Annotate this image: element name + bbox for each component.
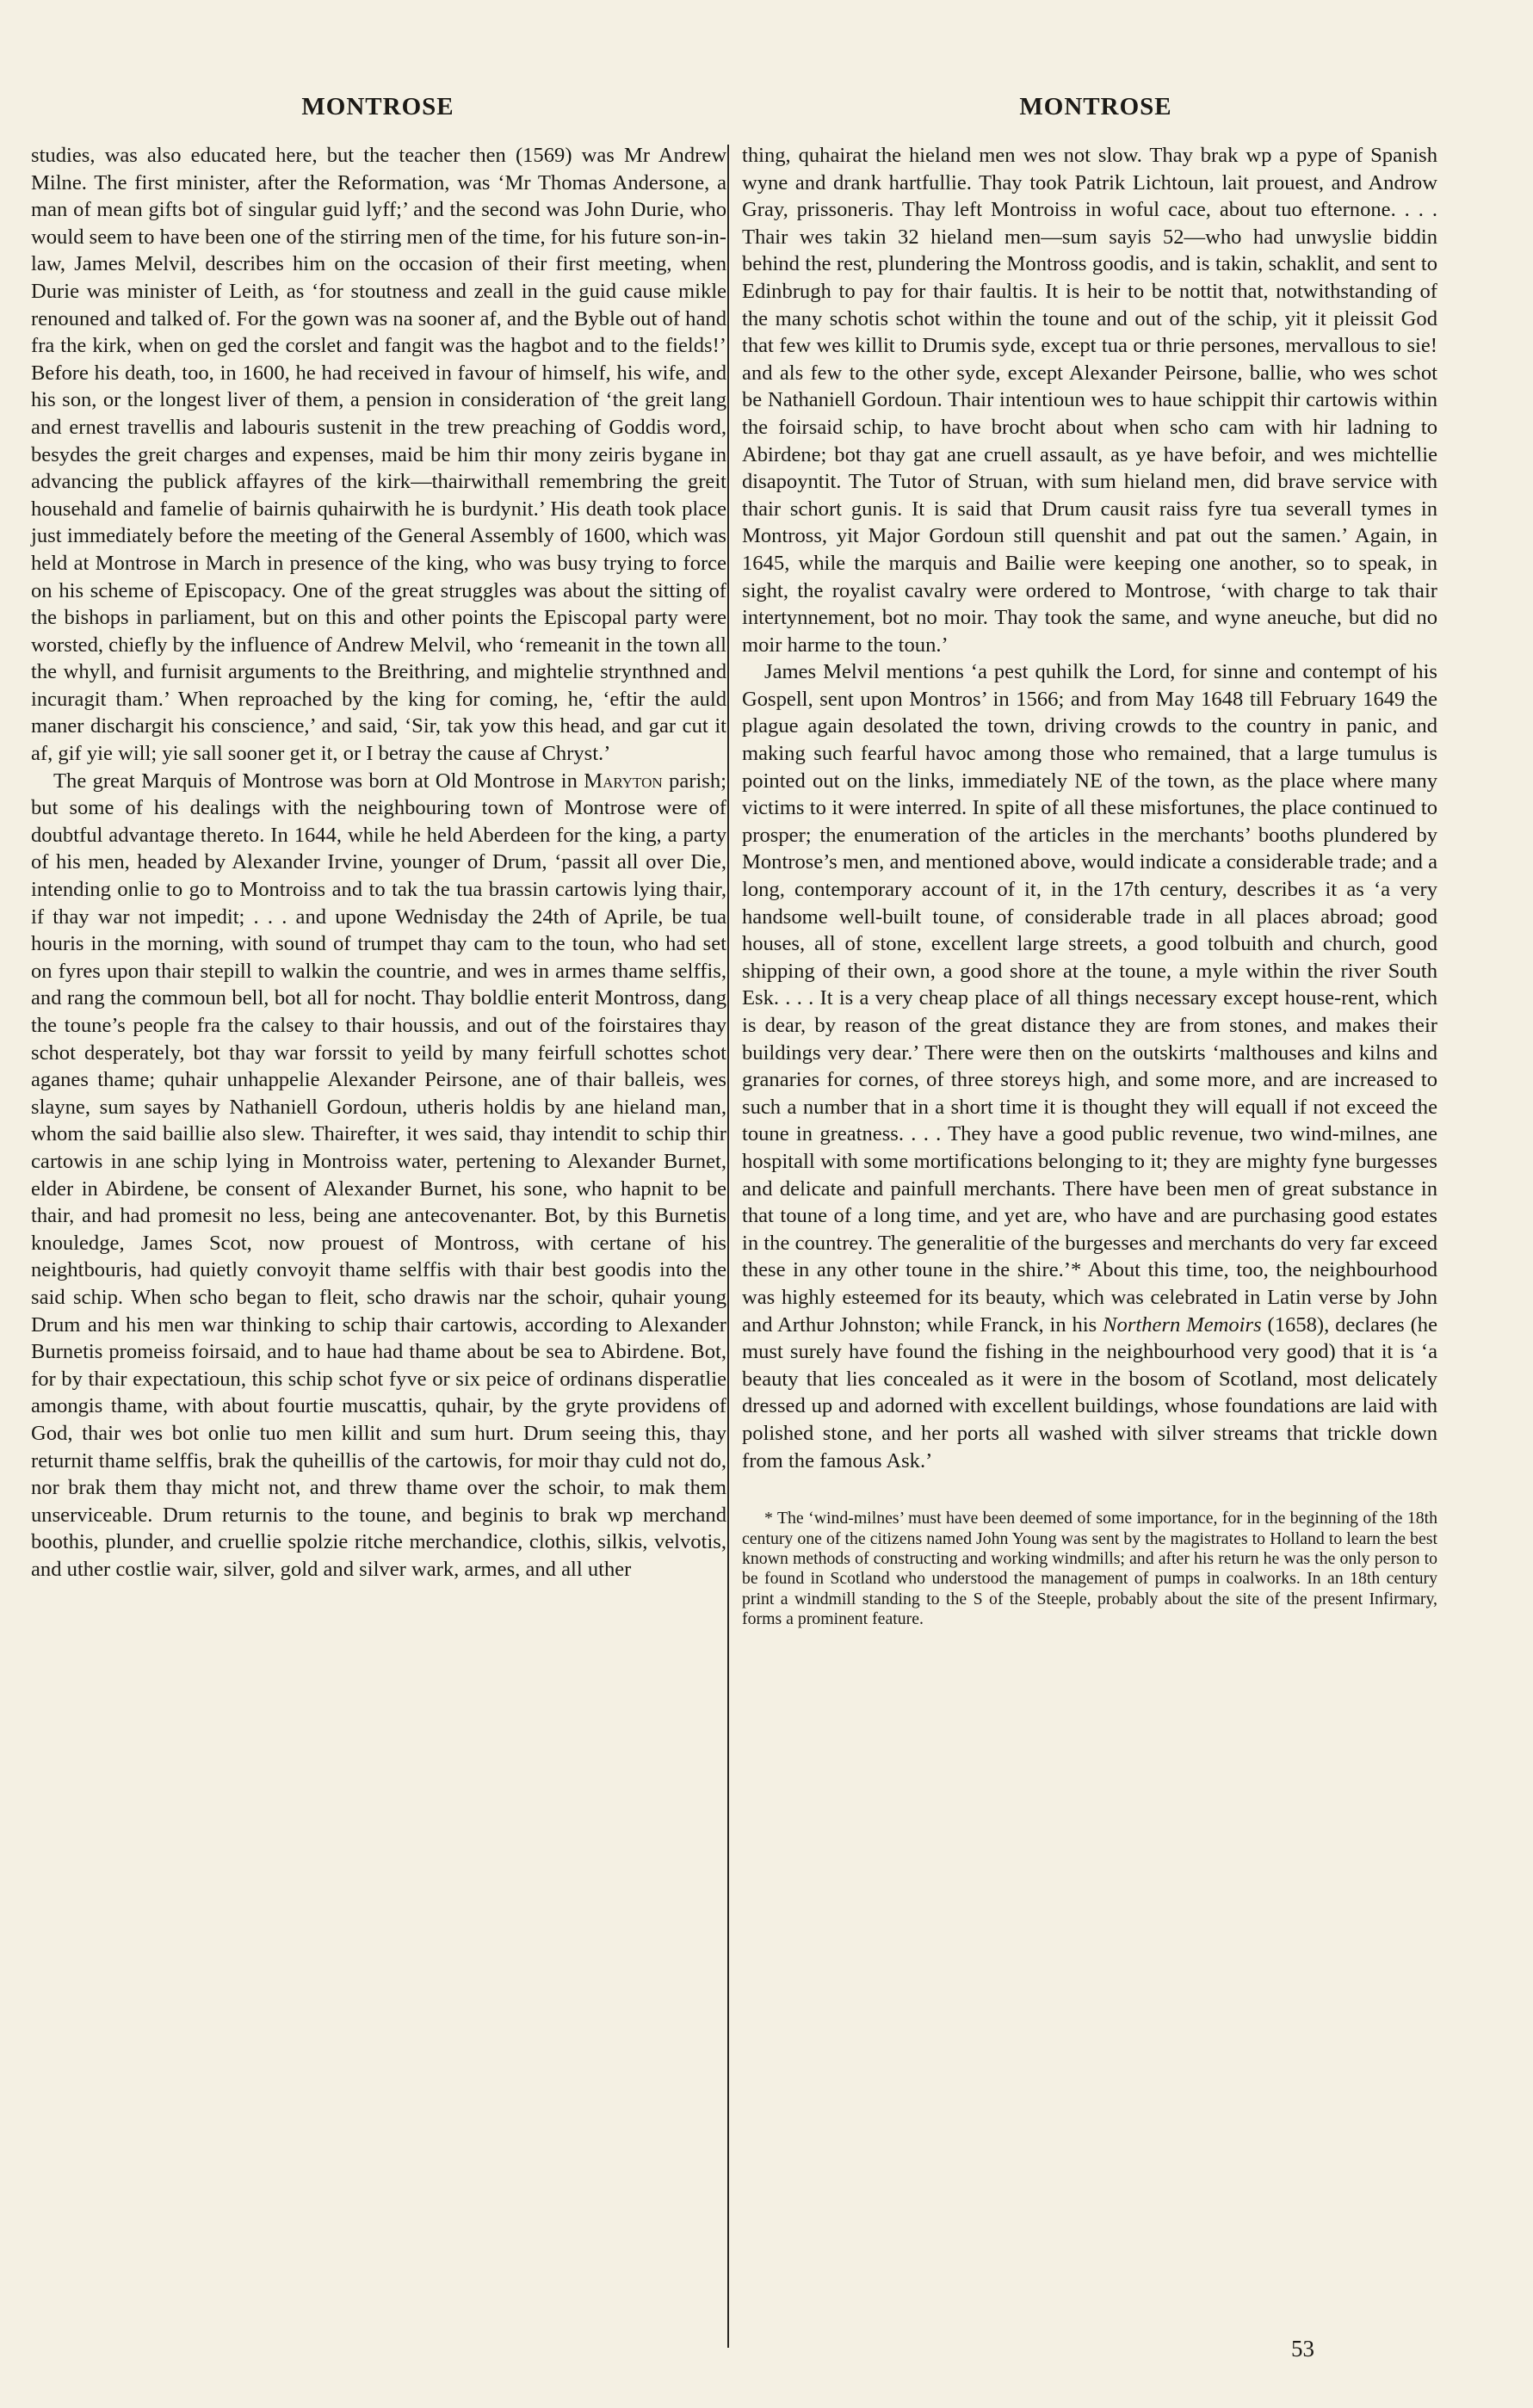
right-column — [742, 142, 1437, 1630]
paragraph: studies, was also educated here, but the teacher then (1569) was Mr Andrew Milne. The first minister, after the Reformation, was ‘Mr Thomas Andersone, a man of mean gifts bot of singular guid lyff;’ and the second was John Durie, who would seem to have been one of the stirring men of the time, for his future son-in-law, James Melvil, describes him on the occasion of their first meeting, when Durie was minister of Leith, as ‘for stoutness and zeall in the guid cause mikle renouned and talked of. For the gown was na sooner af, and the Byble out of hand fra the kirk, when on ged the corslet and fangit was the hagbot and to the fields!’ Before his death, too, in 1600, he had received in favour of himself, his wife, and his son, or the longest liver of them, a pension in consideration of ‘the greit lang and ernest travellis and labouris sustenit in the trew preaching of Goddis word, besydes the greit charges and expenses, maid be him thir mony zeiris bygane in advancing the publick affayres of the kirk—thairwithall remembring the greit househald and famelie of bairnis quhairwith he is burdynit.’ His death took place just immediately before the meeting of the General Assembly of 1600, which was held at Montrose in March in presence of the king, who was busy trying to force on his scheme of Episcopacy. One of the great struggles was about the sitting of the bishops in parliament, but on this and other points the Episcopal party were worsted, chiefly by the influence of Andrew Melvil, who ‘remeanit in the town all the whyll, and furnisit arguments to the Breithring, and mightelie strynthned and incuragit tham.’ When reproached by the king for coming, he, ‘eftir the auld maner dischargit his conscience,’ and said, ‘Sir, tak yow this head, and gar cut it af, gif yie will; yie sall sooner get it, or I betray the cause af Chryst.’ — [31, 144, 726, 766]
footnote-text: * The ‘wind-milnes’ must have been deemed of some importance, for in the beginning of the 18th century one of the citizens named John Young was sent by the magistrates to Holland to learn the best known methods of constructing and working windmills; and after his return he was the only person to be found in Scotland who understood the management of pumps in coalworks. In an 18th century print a windmill standing to the S of the Steeple, probably about the site of the present Infirmary, forms a prominent feature. — [742, 1509, 1437, 1629]
paragraph — [31, 768, 726, 1584]
text-run: The great Marquis of Montrose was born at Old Montrose in — [53, 769, 584, 793]
paragraph — [742, 658, 1437, 1474]
paragraph: thing, quhairat the hieland men wes not slow. Thay brak wp a pype of Spanish wyne and drank hartfullie. Thay took Patrik Lichtoun, lait prouest, and Androw Gray, prissoneris. Thay left Montroiss in woful cace, about tuo efternone. . . . Thair wes takin 32 hieland men—sum sayis 52—who had unwyslie biddin behind the rest, plundering the Montross goodis, and is takin, schaklit, and sent to Edinbrugh to pay for thair faultis. It is heir to be nottit that, notwithstanding of the many schotis schot within the toune and out of the schip, yit it pleissit God that few wes killit to Drumis syde, except tua or thrie persones, mervallous to sie! and als few to the other syde, except Alexander Peirsone, ballie, who wes schot be Nathaniell Gordoun. Thair intentioun wes to haue schippit thir cartowis within the foirsaid schip, to have brocht about when scho cam with hir ladning to Abirdene; bot thay gat ane cruell assault, as ye have befoir, and wes michtellie disapoyntit. The Tutor of Struan, with sum hieland men, did brave service with thair schort gunis. It is said that Drum causit raiss fyre tua severall tymes in Montross, yit Major Gordoun still quenshit and pat out the samen.’ Again, in 1645, while the marquis and Bailie were keeping one another, so to speak, in sight, the royalist cavalry were ordered to Montrose, ‘with charge to tak thair intertynnement, bot no moir. Thay took the same, and wyne aneuche, but did no moir harme to the toun.’ — [742, 144, 1437, 657]
page-number: 53 — [1291, 2336, 1314, 2362]
running-head-left: MONTROSE — [301, 93, 454, 120]
footnote — [742, 1509, 1437, 1629]
left-column — [31, 142, 726, 1583]
book-title: Northern Memoirs — [1103, 1312, 1262, 1337]
parish-cross-reference: Maryton — [584, 769, 663, 793]
text-run: parish; but some of his dealings with the neighbouring town of Montrose were of doubtful advantage thereto. In 1644, while he held Aberdeen for the king, a party of his men, headed by Alexander Irvine, younger of Drum, ‘passit all over Die, intending onlie to go to Montroiss and to tak the tua brassin cartowis lying thair, if thay war not impedit; . . . and upone Wednisday the 24th of Aprile, be tua houris in the morning, with sound of trumpet thay cam to the toun, who had set on fyres upon thair stepill to walkin the countrie, and wes in armes thame selffis, and rang the commoun bell, bot all for nocht. Thay boldlie enterit Montross, dang the toune’s people fra the calsey to thair houssis, and out of the foirstaires thay schot desperately, bot thay war forssit to yeild by many feirfull schottes schot aganes thame; quhair unhappelie Alexander Peirsone, ane of thair balleis, wes slayne, sum sayes by Nathaniell Gordoun, utheris holdis by ane hieland man, whom the said baillie also slew. Thairefter, it wes said, thay intendit to schip thir cartowis in ane schip lying in Montroiss water, pertening to Alexander Burnet, elder in Abirdene, be consent of Alexander Burnet, his sone, who hapnit to be thair, and had promesit no less, being ane antecovenanter. Bot, by this Burnetis knouledge, James Scot, now prouest of Montross, with certane of his neightbouris, had quietly convoyit thame selffis with thair best goodis into the said schip. When scho began to fleit, scho drawis nar the schoir, quhair young Drum and his men war thinking to schip thair cartowis, according to Alexander Burnetis promeiss foirsaid, and to haue had thame about be sea to Abirdene. Bot, for by thair expectatioun, this schip schot fyve or six peice of ordinans disperatlie amongis thame, with about fourtie muscattis, quhair, by the gryte providens of God, thair wes bot onlie tuo men killit and sum hurt. Drum seeing this, thay returnit thame selffis, brak the quheillis of the cartowis, for moir thay culd not do, nor brak them thay micht not, and threw thame over the schoir, to mak them unserviceable. Drum returnis to the toune, and beginis to brak wp merchand boothis, plunder, and cruellie spolzie ritche merchandice, clothis, silkis, velvotis, and uther costlie wair, silver, gold and silver wark, armes, and all uther — [31, 769, 726, 1581]
text-run: (1658), declares (he must surely have found the fishing in the neighbourhood very good) that it is ‘a beauty that lies concealed as it were in the bosom of Scotland, most delicately dressed up and adorned with excellent buildings, whose foundations are laid with polished stone, and her ports all washed with silver streams that trickle down from the famous Ask.’ — [742, 1312, 1437, 1473]
running-head-right: MONTROSE — [1019, 93, 1172, 120]
text-run: James Melvil mentions ‘a pest quhilk the Lord, for sinne and contempt of his Gospell, sent upon Montros’ in 1566; and from May 1648 till February 1649 the plague again desolated the town, driving crowds to the country in panic, and making such fearful havoc among those who remained, that a large tumulus is pointed out on the links, immediately NE of the town, as the place where many victims to it were interred. In spite of all these misfortunes, the place continued to prosper; the enumeration of the articles in the merchants’ booths plundered by Montrose’s men, and mentioned above, would indicate a considerable trade; and a long, contemporary account of it, in the 17th century, describes it as ‘a very handsome well-built toune, of considerable trade in all places abroad; good houses, all of stone, excellent large streets, a good tolbuith and church, good shipping of their own, a good shore at the toune, a myle within the river South Esk. . . . It is a very cheap place of all things necessary except house-rent, which is dear, by reason of the great distance they are from stones, and makes their buildings very dear.’ There were then on the outskirts ‘malthouses and kilns and granaries for cornes, of three storeys high, and some more, and are increased to such a number that in a short time it is thought they will equall if not exceed the toune in greatness. . . . They have a good public revenue, two wind-milnes, ane hospitall with some mortifications belonging to it; they are mighty fyne burgesses and delicate and painfull merchants. There have been men of great substance in that toune of a long time, and yet are, who have and are purchasing good estates in the countrey. The generalitie of the burgesses and merchants do very far exceed these in any other toune in the shire.’* About this time, too, the neighbourhood was highly esteemed for its beauty, which was celebrated in Latin verse by John and Arthur Johnston; while Franck, in his — [742, 660, 1437, 1337]
column-divider — [727, 145, 729, 2348]
